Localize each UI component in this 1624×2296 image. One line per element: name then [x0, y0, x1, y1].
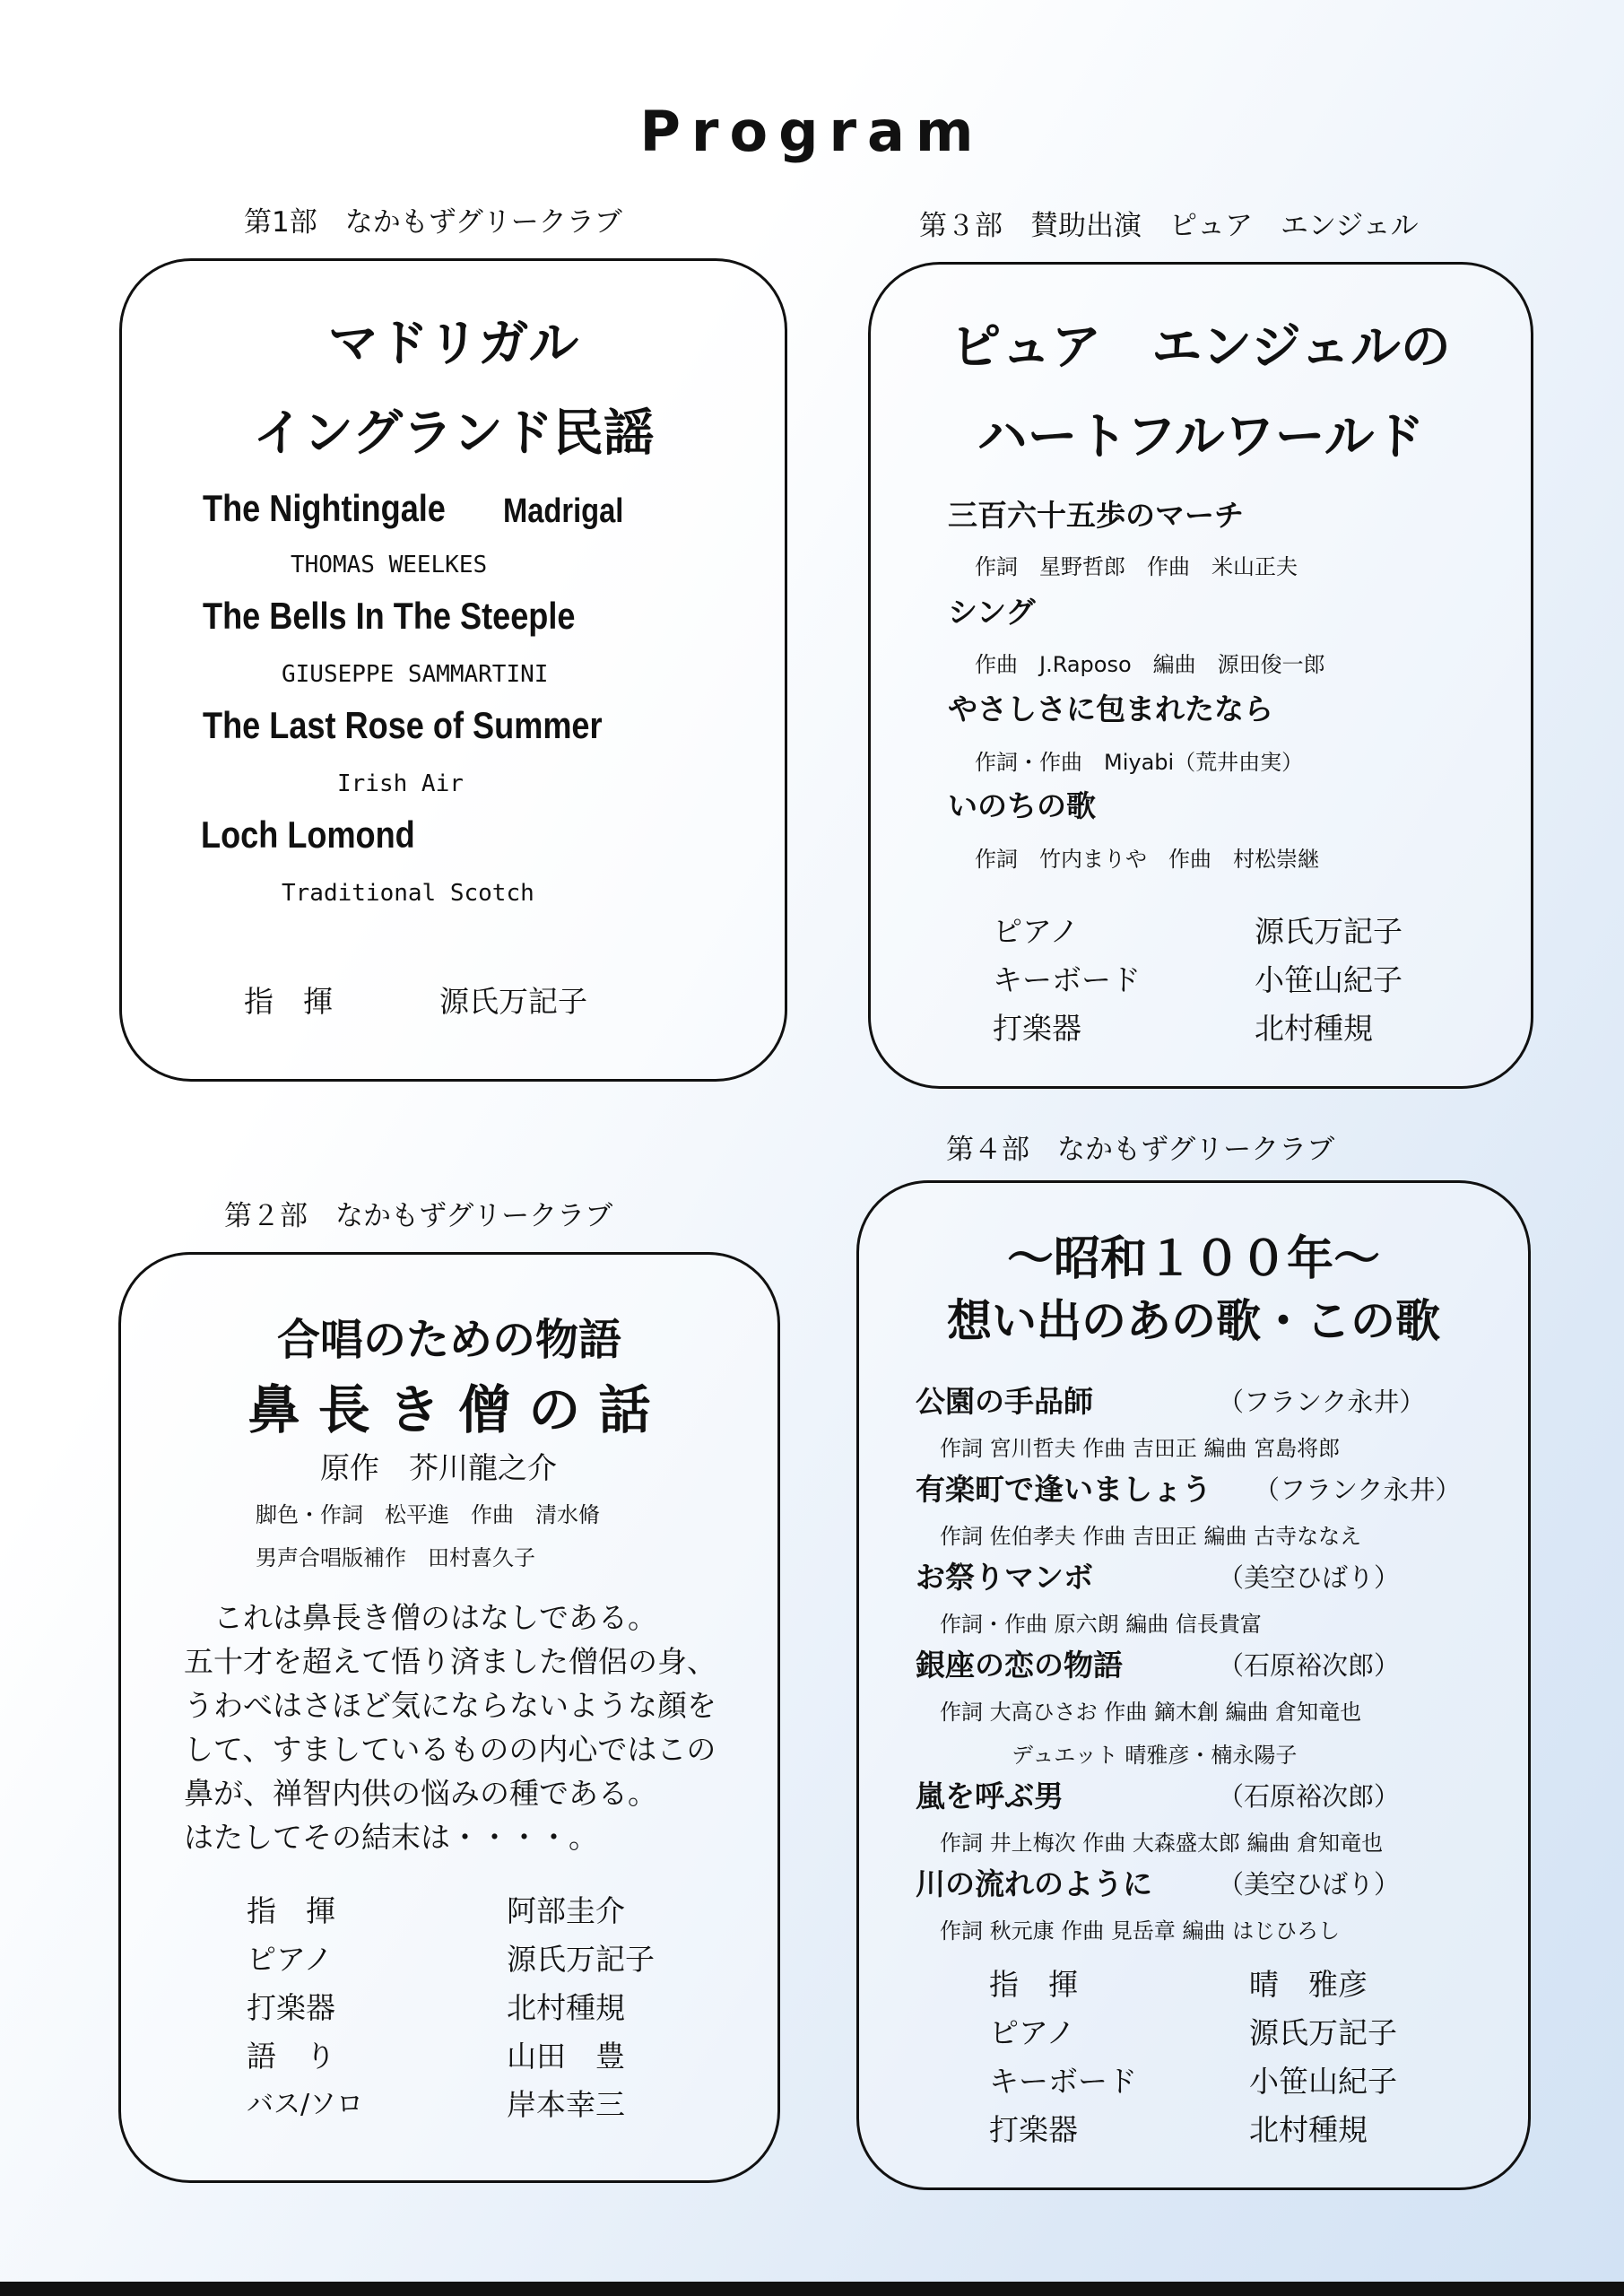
part2-staff3-role: 打楽器	[247, 1990, 335, 2025]
part4-song3-title: お祭りマンボ	[916, 1560, 1093, 1595]
part3-staff2-name: 小笹山紀子	[1255, 962, 1403, 997]
part4-song4-title: 銀座の恋の物語	[916, 1648, 1123, 1683]
part4-staff3-role: キーボード	[989, 2064, 1137, 2099]
part4-staff1-role: 指 揮	[989, 1967, 1078, 2002]
part2-box	[118, 1252, 780, 2183]
part1-song1-title: The Nightingale	[203, 487, 446, 529]
part2-story-line4: して、すましているものの内心ではこの	[184, 1732, 716, 1767]
part2-staff1-name: 阿部圭介	[507, 1893, 625, 1928]
part1-conductor-role: 指 揮	[244, 984, 333, 1019]
part1-title-line2: イングランド民謡	[253, 404, 654, 463]
part2-header: 第２部 なかもずグリークラブ	[224, 1200, 613, 1232]
part3-staff3-name: 北村種規	[1255, 1011, 1373, 1046]
part4-song4-singer: （石原裕次郎）	[1218, 1650, 1401, 1681]
part4-song1-title: 公園の手品師	[916, 1384, 1093, 1419]
part1-box	[119, 258, 787, 1082]
part3-staff1-name: 源氏万記子	[1255, 914, 1403, 949]
part4-title-line2: 想い出のあの歌・この歌	[947, 1295, 1440, 1347]
part2-story-line2: 五十才を超えて悟り済ました僧侶の身、	[184, 1644, 716, 1679]
part2-staff3-name: 北村種規	[507, 1990, 625, 2025]
part2-staff4-name: 山田 豊	[507, 2039, 625, 2074]
part3-song3-title: やさしさに包まれたなら	[948, 691, 1273, 726]
part4-box	[856, 1180, 1531, 2190]
part4-song5-credit: 作詞 井上梅次 作曲 大森盛太郎 編曲 倉知竜也	[940, 1831, 1384, 1856]
part2-title-line2: 鼻 長 き 僧 の 話	[248, 1379, 651, 1440]
part1-song2-title: The Bells In The Steeple	[203, 595, 576, 637]
part4-song4-credit: 作詞 大高ひさお 作曲 鏑木創 編曲 倉知竜也	[940, 1700, 1362, 1725]
part1-song3-composer: Irish Air	[337, 770, 464, 797]
part4-staff2-role: ピアノ	[989, 2015, 1076, 2050]
part2-credit2: 男声合唱版補作 田村喜久子	[256, 1545, 535, 1570]
part1-song4-composer: Traditional Scotch	[282, 880, 534, 907]
part4-staff4-role: 打楽器	[989, 2112, 1078, 2147]
part4-staff1-name: 晴 雅彦	[1249, 1967, 1368, 2002]
part4-song1-singer: （フランク永井）	[1218, 1387, 1426, 1417]
part3-staff2-role: キーボード	[993, 962, 1141, 997]
part2-story-line3: うわべはさほど気にならないような顔を	[184, 1688, 716, 1723]
part3-song4-title: いのちの歌	[948, 788, 1096, 823]
part4-header: 第４部 なかもずグリークラブ	[946, 1134, 1335, 1166]
part4-song2-title: 有楽町で逢いましょう	[916, 1472, 1211, 1507]
part3-song1-credit: 作詞 星野哲郎 作曲 米山正夫	[975, 554, 1298, 579]
part1-song1-note: Madrigal	[503, 492, 624, 530]
part3-song2-title: シング	[948, 595, 1036, 630]
part4-title-line1: ～昭和１００年～	[1006, 1232, 1380, 1286]
part2-staff5-role: バス/ソロ	[247, 2089, 364, 2120]
part4-staff2-name: 源氏万記子	[1249, 2015, 1397, 2050]
part3-title-line2: ハートフルワールド	[977, 408, 1425, 466]
part2-story-line6: はたしてその結末は・・・・。	[184, 1820, 598, 1855]
part2-credit1: 脚色・作詞 松平進 作曲 清水脩	[256, 1502, 600, 1527]
part3-song3-credit: 作詞・作曲 Miyabi（荒井由実）	[975, 750, 1304, 775]
part3-staff1-role: ピアノ	[993, 914, 1080, 949]
part1-song3-title: The Last Rose of Summer	[203, 704, 603, 746]
page-title: Program	[639, 99, 985, 164]
part4-song3-credit: 作詞・作曲 原六朗 編曲 信長貴富	[940, 1612, 1262, 1637]
part4-song6-singer: （美空ひばり）	[1218, 1869, 1401, 1900]
part4-song2-credit: 作詞 佐伯孝夫 作曲 吉田正 編曲 古寺ななえ	[940, 1524, 1362, 1549]
part4-staff3-name: 小笹山紀子	[1249, 2064, 1397, 2099]
part4-song5-singer: （石原裕次郎）	[1218, 1781, 1401, 1812]
part3-song1-title: 三百六十五歩のマーチ	[948, 498, 1244, 533]
part1-song1-composer: THOMAS WEELKES	[291, 552, 488, 578]
part1-conductor-name: 源氏万記子	[439, 984, 587, 1019]
part4-staff4-name: 北村種規	[1249, 2112, 1368, 2147]
part4-song3-singer: （美空ひばり）	[1218, 1562, 1401, 1593]
part3-staff3-role: 打楽器	[993, 1011, 1081, 1046]
part4-song2-singer: （フランク永井）	[1254, 1474, 1462, 1505]
part3-box	[868, 262, 1533, 1089]
part4-song5-title: 嵐を呼ぶ男	[916, 1779, 1064, 1813]
part4-song6-credit: 作詞 秋元康 作曲 見岳章 編曲 はじひろし	[940, 1918, 1341, 1944]
part3-title-line1: ピュア エンジェルの	[951, 318, 1451, 377]
part1-song2-composer: GIUSEPPE SAMMARTINI	[282, 661, 549, 688]
part2-staff2-name: 源氏万記子	[507, 1942, 655, 1977]
part2-original: 原作 芥川龍之介	[320, 1450, 557, 1485]
part2-staff5-name: 岸本幸三	[507, 2087, 625, 2122]
part3-song2-credit: 作曲 J.Raposo 編曲 源田俊一郎	[975, 652, 1325, 677]
part1-song4-title: Loch Lomond	[201, 813, 415, 856]
part4-song6-title: 川の流れのように	[916, 1866, 1152, 1901]
part2-staff1-role: 指 揮	[247, 1893, 335, 1928]
part2-story-line1: これは鼻長き僧のはなしである。	[184, 1600, 657, 1635]
part2-title-line1: 合唱のための物語	[276, 1315, 621, 1365]
part3-header: 第３部 賛助出演 ピュア エンジェル	[919, 210, 1419, 242]
part4-song1-credit: 作詞 宮川哲夫 作曲 吉田正 編曲 宮島将郎	[940, 1436, 1341, 1461]
part2-staff4-role: 語 り	[247, 2039, 335, 2074]
page-bottom-edge	[0, 2282, 1624, 2296]
part1-header: 第1部 なかもずグリークラブ	[244, 206, 622, 239]
part2-staff2-role: ピアノ	[247, 1942, 334, 1977]
part1-title-line1: マドリガル	[327, 315, 579, 373]
part3-song4-credit: 作詞 竹内まりや 作曲 村松崇継	[975, 847, 1319, 872]
part4-song4-credit2: デュエット 晴雅彦・楠永陽子	[1012, 1743, 1298, 1768]
part2-story-line5: 鼻が、禅智内供の悩みの種である。	[184, 1776, 657, 1811]
